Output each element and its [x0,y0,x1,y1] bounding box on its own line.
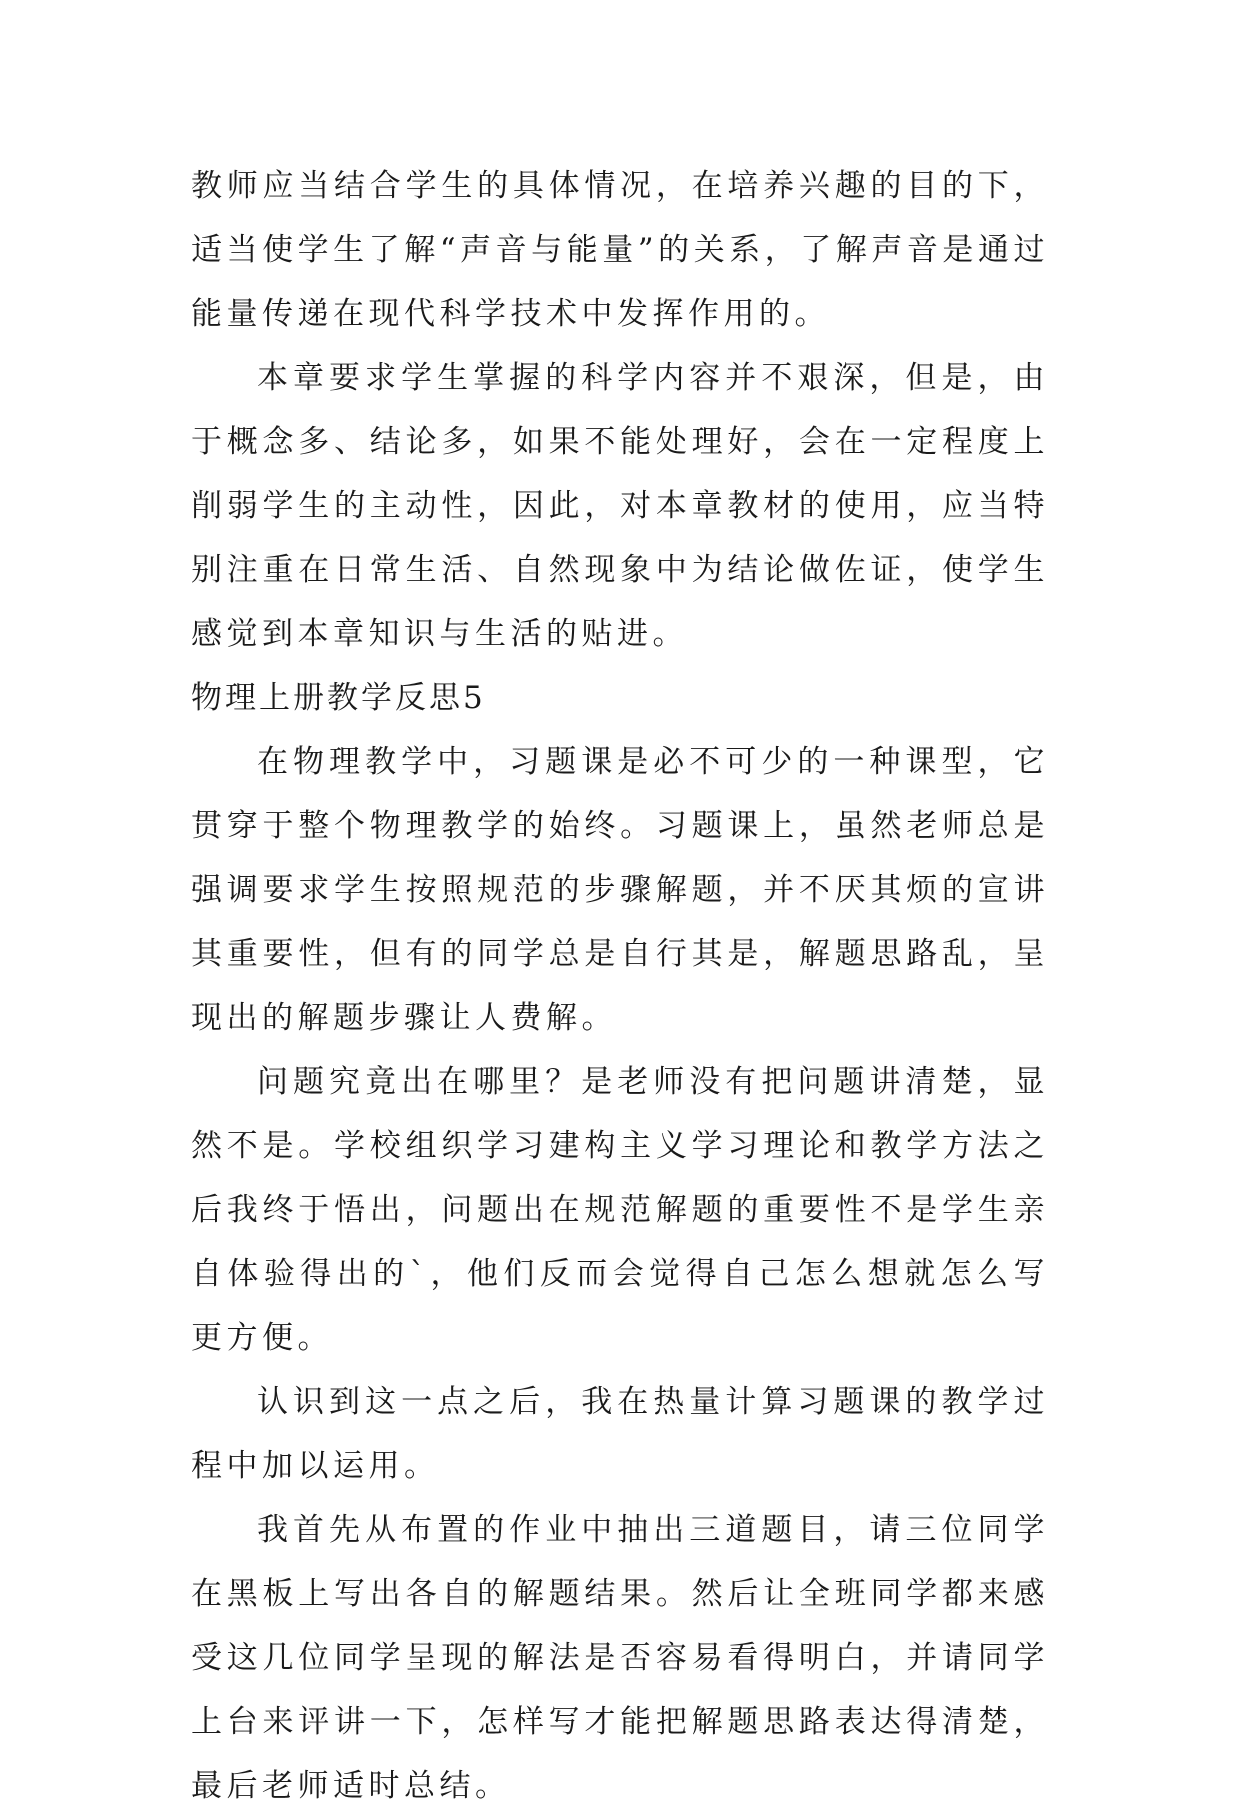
paragraph: 认识到这一点之后，我在热量计算习题课的教学过程中加以运用。 [191,1384,1049,1484]
paragraph: 在物理教学中，习题课是必不可少的一种课型，它贯穿于整个物理教学的始终。习题课上，虽然老师总是强调要求学生按照规范的步骤解题，并不厌其烦的宣讲其重要性，但有的同学总是自行其是，解题思路乱，呈现出的解题步骤让人费解。 [191,744,1049,1036]
paragraph: 问题究竟出在哪里？是老师没有把问题讲清楚，显然不是。学校组织学习建构主义学习理论和教学方法之后我终于悟出，问题出在规范解题的重要性不是学生亲自体验得出的`，他们反而会觉得自己怎么想就怎么写更方便。 [191,1064,1049,1356]
paragraph: 本章要求学生掌握的科学内容并不艰深，但是，由于概念多、结论多，如果不能处理好，会在一定程度上削弱学生的主动性，因此，对本章教材的使用，应当特别注重在日常生活、自然现象中为结论做佐证，使学生感觉到本章知识与生活的贴进。 [191,360,1049,652]
document-body [191,154,1049,1818]
section-heading: 物理上册教学反思5 [191,680,486,716]
paragraph: 我首先从布置的作业中抽出三道题目，请三位同学在黑板上写出各自的解题结果。然后让全班同学都来感受这几位同学呈现的解法是否容易看得明白，并请同学上台来评讲一下，怎样写才能把解题思路表达得清楚，最后老师适时总结。 [191,1512,1049,1804]
paragraph: 教师应当结合学生的具体情况，在培养兴趣的目的下，适当使学生了解“声音与能量”的关系，了解声音是通过能量传递在现代科学技术中发挥作用的。 [191,168,1049,332]
